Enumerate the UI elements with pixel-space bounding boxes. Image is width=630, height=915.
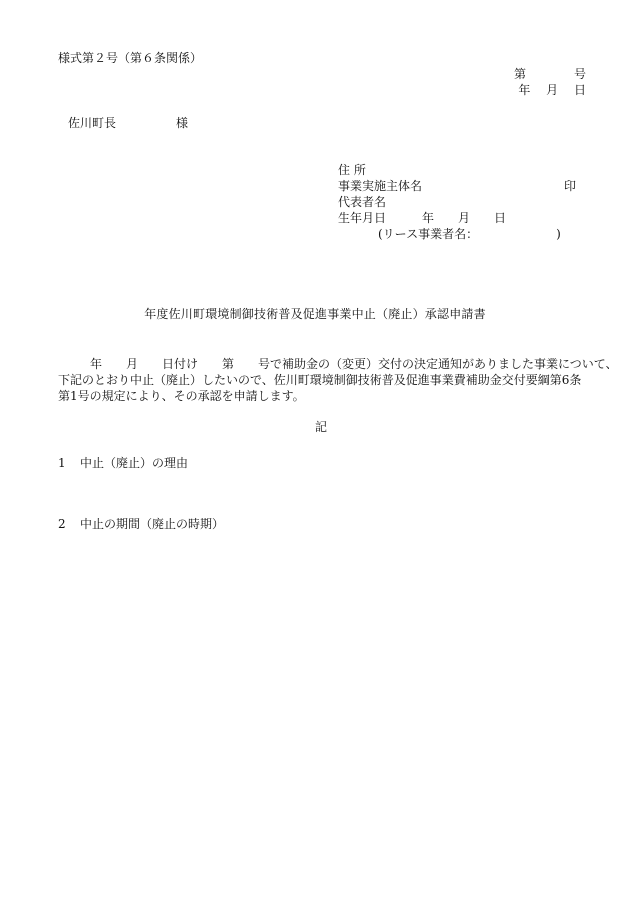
ki-heading: 記	[314, 420, 327, 434]
item-label: 中止（廃止）の理由	[80, 456, 189, 470]
representative-label: 代表者名	[338, 195, 387, 209]
item-reason	[58, 457, 188, 469]
body-line: 年 月 日付け 第 号で補助金の（変更）交付の決定通知がありました事業について、	[90, 357, 618, 371]
entity-name-label: 事業実施主体名	[338, 179, 423, 193]
body-paragraph	[58, 356, 618, 404]
applicant-block	[338, 164, 588, 244]
birthdate-label: 生年月日 年 月 日	[338, 211, 507, 225]
addressee: 佐川町長 様	[68, 116, 189, 130]
item-period	[58, 518, 224, 530]
lease-company-label: (リース事業者名： )	[378, 227, 561, 241]
item-number: 2	[58, 517, 66, 531]
form-number: 様式第２号（第６条関係）	[58, 51, 203, 65]
document-date: 年 月 日	[518, 83, 586, 97]
seal-mark: 印	[563, 179, 576, 193]
address-label: 住 所	[338, 163, 366, 177]
body-line: 第1号の規定により、その承認を申請します。	[58, 389, 305, 403]
item-label: 中止の期間（廃止の時期）	[80, 517, 225, 531]
document-number: 第 号	[513, 67, 586, 81]
body-line: 下記のとおり中止（廃止）したいので、佐川町環境制御技術普及促進事業費補助金交付要綱第6条	[58, 373, 582, 387]
document-title: 年度佐川町環境制御技術普及促進事業中止（廃止）承認申請書	[144, 307, 486, 321]
item-number: 1	[58, 456, 66, 470]
